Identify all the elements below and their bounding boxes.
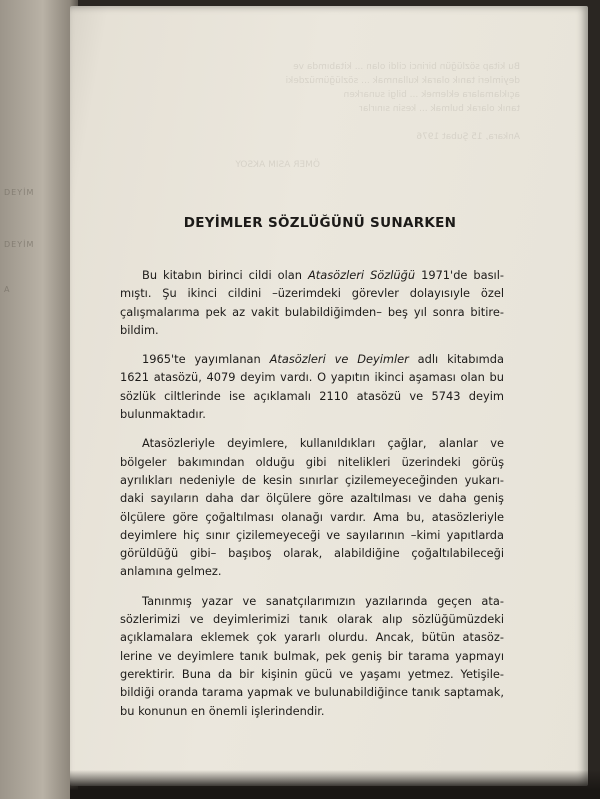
page-title: DEYİMLER SÖZLÜĞÜNÜ SUNARKEN [183,215,457,231]
ghost-line: açıklamalara eklemek ... bilgi sunarken [343,90,520,100]
paragraph-text: 1965'te yayımlanan [142,352,270,367]
paragraph-text: Tanınmış yazar ve sanatçılarımızın yazılarında geçen atasözlerimizi ve deyimlerimizi tanık olarak alıp sözlüğümüzdeki açıklamalara eklemek çok yararlı olurdu. Ancak, bütün atasözlerine ve deyimlere tanık bulmak, pek geniş bir tarama yapmayı gerektirir. Buna da bir kişinin gücü ve yaşamı yetmez. Yetişilebildiği oranda tarama yapmak ve bulunabildiğince tanık saptamak, bu konunun en önemli işlerindendir. [120,593,504,718]
paragraph-text: Bu kitabın birinci cildi olan [142,268,308,282]
italic-book-title: Atasözleri ve Deyimler [269,352,409,367]
paragraph [120,350,504,423]
ghost-line: tanık olarak bulmak ... kesin sınırlar [359,104,520,114]
bleed-text: DEYİM [4,240,35,249]
italic-book-title: Atasözleri Sözlüğü [307,268,416,282]
show-through-text [160,60,520,172]
bleed-text: A [4,285,11,294]
paragraph-text: 1971'de basılmıştı. Şu ikinci cildini –üzerimdeki görevler dolayısıyle özel çalışmalarıma pek az vakit bulabildiğimden– beş yıl sonra bitirebildim. [120,268,505,337]
body-text [120,266,504,731]
bottom-shadow [70,770,600,799]
bleed-text: DEYİM [4,188,35,197]
facing-page-edge [0,0,78,799]
ghost-line: ÖMER ASIM AKSOY [235,160,320,170]
paragraph [120,434,504,580]
ghost-line: Bu kitap sözlüğün birinci cildi olan ... kitabımda ve [293,62,520,72]
paragraph [120,266,504,339]
paragraph-text: Atasözleriyle deyimlere, kullanıldıkları çağlar, alanlar ve bölgeler bakımından olduğu gibi nitelikleri üzerindeki görüş ayrılıkları nedeniyle de kesin sınırlar çizilemeyeceğinden yukarıdaki sayıların daha dar ölçülere göre azaltılması ve daha geniş ölçülere göre çoğaltılması olanağı vardır. Ama bu, atasözleriyle deyimlere hiç sınır çizilemeyeceği ve sayılarının –kimi yapıtlarda görüldüğü gibi– başıboş olarak, alabildiğine çoğaltılabileceği anlamına gelmez. [120,436,504,579]
ghost-line: Ankara, 15 Şubat 1976 [416,132,520,142]
paragraph [120,592,504,720]
ghost-line: deyimleri tanık olarak kullanmak ... sözlüğümüzdeki [285,76,520,86]
paragraph-text: adlı kitabımda 1621 atasözü, 4079 deyim vardı. O yapıtın ikinci aşaması olan bu sözlük ciltlerinde ise açıklamalı 2110 atasözü ve 5743 deyim bulunmaktadır. [120,352,504,422]
